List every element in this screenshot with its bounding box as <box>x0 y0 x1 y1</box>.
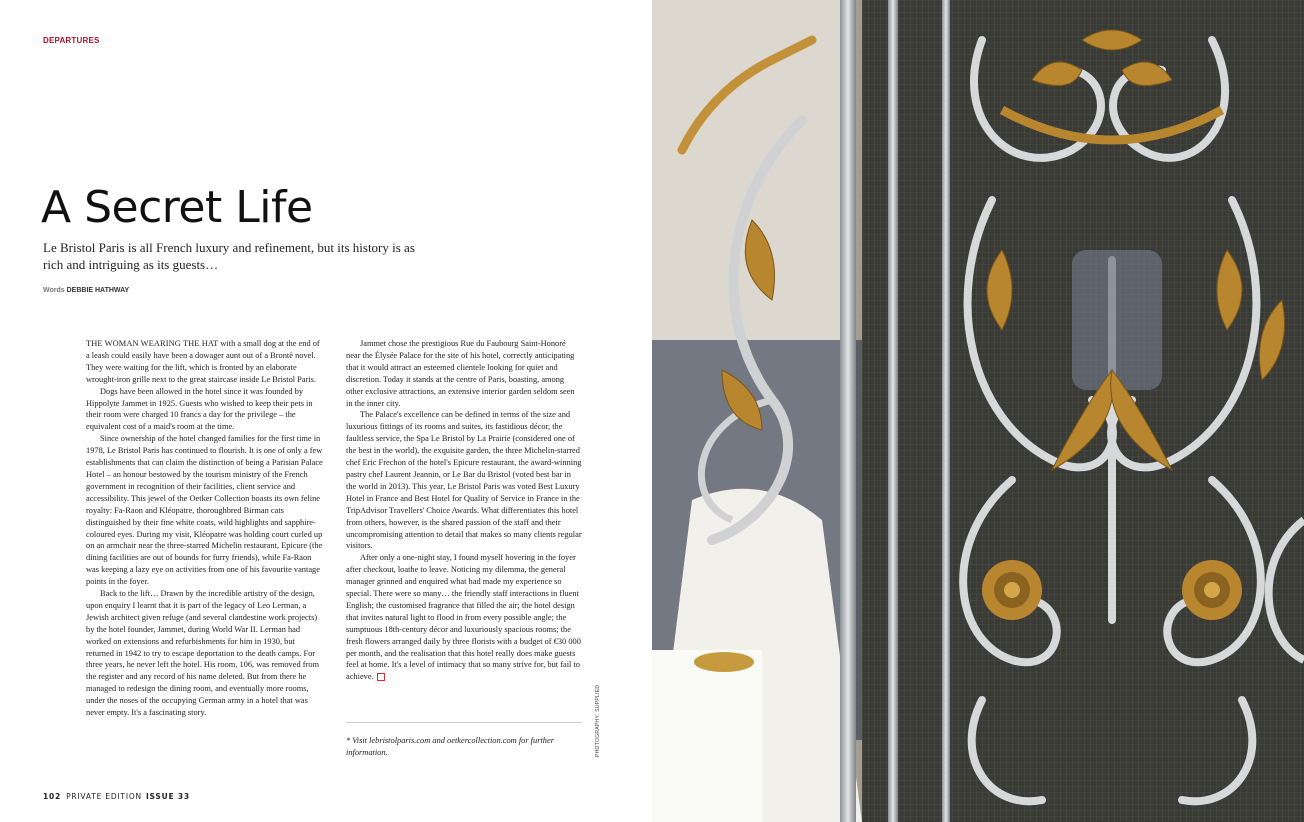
body-paragraph <box>86 338 324 386</box>
article-title: A Secret Life <box>41 182 313 233</box>
body-paragraph <box>346 552 582 683</box>
footnote: * Visit lebristolparis.com and oetkercollection.com for further information. <box>346 736 554 757</box>
body-paragraph: Back to the lift… Drawn by the incredible artistry of the design, upon enquiry I learnt that it is part of the legacy of Leo Lerman, a Jewish architect given refuge (and several clandestine work projects) by the hotel founder, Jammet, during World War II. Lerman had worked on extensions and refurbishments for him in 1930, but returned in 1942 to try to escape deportation to the death camps. For three years, he never left the hotel. His room, 106, was removed from the register and any record of his name deleted. But from there he managed to redesign the dining room, and eventually more rooms, under the noses of the occupying German army in a hotel that was never empty. It's a fascinating story. <box>86 589 320 718</box>
lead-in-caps: THE WOMAN WEARING THE HAT <box>86 339 219 348</box>
body-paragraph: The Palace's excellence can be defined in terms of the size and luxurious fittings of its rooms and suites, its fastidious décor, the faultless service, the Spa Le Bristol by La Prairie (considered one of the best in the world), the exquisite garden, the three Michelin-starred chef Eric Frechon of the hotel's Epicure restaurant, the award-winning pastry chef Laurent Jeannin, or Le Bar du Bristol (voted best bar in the world in 2013). This year, Le Bristol Paris was voted Best Luxury Hotel in France and Best Hotel for Quality of Service in France in the TripAdvisor Travellers' Choice Awards. What differentiates this hotel from others, however, is the shared passion of the staff and their uncompromising attention to detail that makes so many clients regular visitors. <box>346 410 582 551</box>
publication-name: PRIVATE EDITION <box>66 792 142 801</box>
body-column-1 <box>86 338 324 719</box>
standfirst: Le Bristol Paris is all French luxury and refinement, but its history is as rich and intriguing as its guests… <box>43 240 415 272</box>
footnote-divider <box>346 722 582 723</box>
page-footer <box>43 792 190 801</box>
byline <box>43 287 129 294</box>
closing-paragraph-text: After only a one-night stay, I found myself hovering in the foyer after checkout, loathe to leave. Noticing my dilemma, the general manager grinned and enquired what had made my experience so special. There were so many… the friendly staff interactions in fluent English; the customised fragrance that filled the air; the hotel design that invites natural light to flood in from every possible angle; the sumptuous 18th-century décor and luxuriously spacious rooms; the fresh flowers arranged daily by three florists with a budget of €30 000 per month, and the realisation that this hotel really does make guests feel at home. It's a level of intimacy that so many strive for, but fail to achieve. <box>346 553 581 682</box>
page-number: 102 <box>43 792 62 801</box>
byline-label: Words <box>43 287 65 294</box>
issue-number: ISSUE 33 <box>145 792 190 801</box>
body-paragraph: Dogs have been allowed in the hotel since it was founded by Hippolyte Jammet in 1925. Guests who wished to keep their pets in their room were charged 10 francs a day for the privilege – the equivalent cost of a maid's room at the time. <box>86 386 313 432</box>
lead-paragraph-text: with a small dog at the end of a leash could easily have been a dowager aunt out of a Brontë novel. They were waiting for the lift, which is fronted by an elaborate wrought-iron grille next to the great staircase inside Le Bristol Paris. <box>86 339 320 384</box>
wrought-iron-grille-illustration <box>652 0 1304 822</box>
end-mark-icon <box>377 673 385 681</box>
body-paragraph: Since ownership of the hotel changed families for the first time in 1978, Le Bristol Paris has continued to flourish. It is one of only a few establishments that can claim the distinction of being a Parisian Palace Hotel – an honour bestowed by the tourism ministry of the French government in recognition of their facilities, client service and accessibility. This jewel of the Oetker Collection boasts its own feline royalty: Fa-Raon and Kléopatre, thoroughbred Birman cats distinguished by their fine white coats, wild highlights and sapphire-coloured eyes. During my visit, Kléopatre was holding court curled up on an armchair near the three-starred Michelin restaurant, Epicure (the dining facilities are out of bounds for furry friends), while Fa-Raon was keeping a lazy eye on activities from one of his favourite vantage points in the foyer. <box>86 434 323 587</box>
grille-photo <box>652 0 1304 822</box>
photo-credit: PHOTOGRAPHY: SUPPLIED <box>595 684 601 757</box>
section-label: DEPARTURES <box>43 36 100 45</box>
byline-author: DEBBIE HATHWAY <box>66 287 130 294</box>
body-column-2 <box>346 338 582 683</box>
body-paragraph: Jammet chose the prestigious Rue du Faubourg Saint-Honoré near the Élysée Palace for the site of his hotel, correctly anticipating that it would attract an esteemed clientele looking for quiet and discretion. Today it stands at the centre of Paris, boasting, among other exclusive attractions, an extensive interior garden seldom seen in the inner city. <box>346 339 575 408</box>
